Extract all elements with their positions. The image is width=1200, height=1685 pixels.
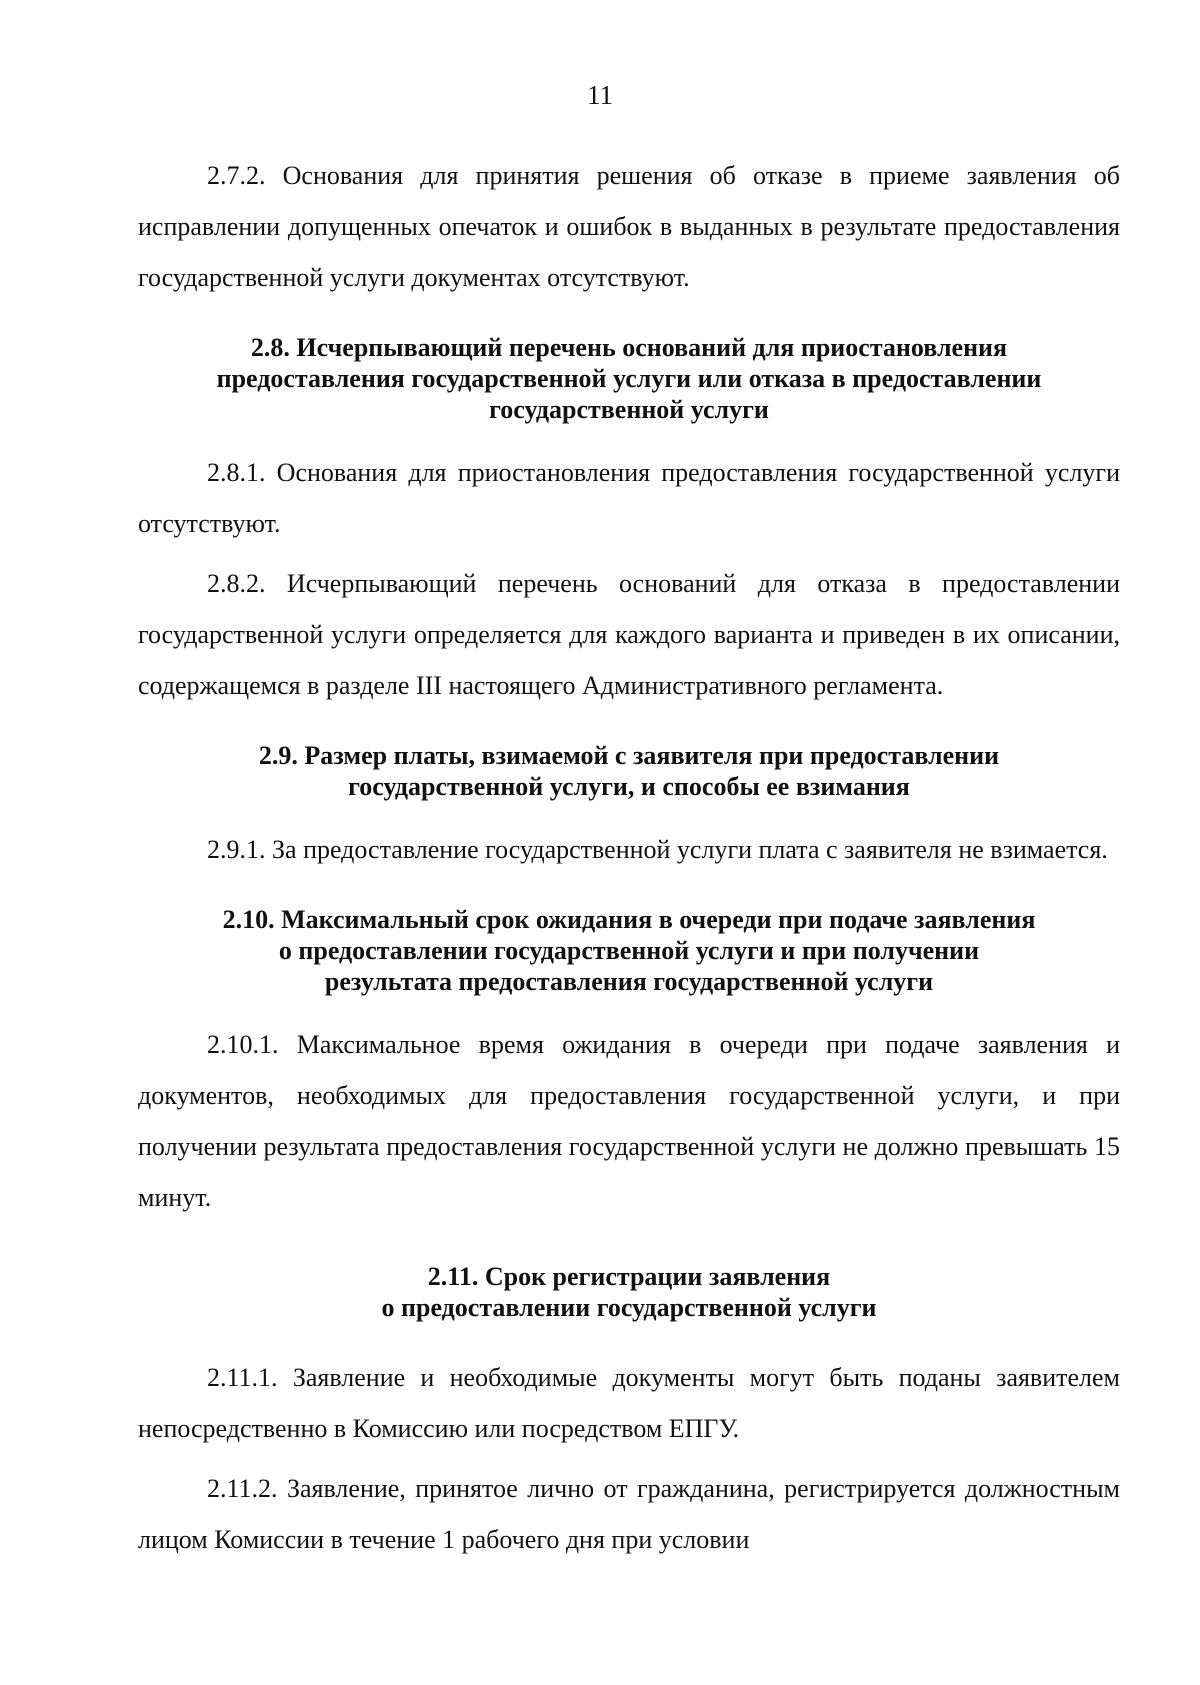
paragraph-2-11-2: 2.11.2. Заявление, принятое лично от гражданина, регистрируется должностным лицом Комиссии в течение 1 рабочего дня при условии [138,1474,1120,1554]
paragraph-2-10-1: 2.10.1. Максимальное время ожидания в очереди при подаче заявления и документов, необходимых для предоставления государственной услуги, и при получении результата предоставления государственной услуги не должно превышать 15 минут. [138,1030,1120,1212]
heading-line: государственной услуги [489,395,769,424]
heading-line: 2.9. Размер платы, взимаемой с заявителя при предоставлении [258,741,1000,770]
heading-line: 2.8. Исчерпывающий перечень оснований для приостановления [250,333,1008,362]
heading-line: 2.10. Максимальный срок ожидания в очереди при подаче заявления [222,905,1036,934]
heading-2-9 [138,740,1120,802]
heading-line: о предоставлении государственной услуги [381,1293,877,1322]
page-number: 11 [587,80,613,110]
heading-line: государственной услуги, и способы ее взимания [348,772,910,801]
paragraph-2-9-1: 2.9.1. За предоставление государственной услуги плата с заявителя не взимается. [207,835,1108,864]
heading-line: предоставления государственной услуги или отказа в предоставлении [216,364,1042,393]
paragraph-2-8-2: 2.8.2. Исчерпывающий перечень оснований для отказа в предоставлении государственной услуги определяется для каждого варианта и приведен в их описании, содержащемся в разделе III настоящего Административного регламента. [138,569,1120,700]
heading-line: о предоставлении государственной услуги и при получении [278,936,980,965]
heading-line: результата предоставления государственной услуги [324,967,934,996]
heading-2-8 [138,332,1120,425]
paragraph-2-8-1: 2.8.1. Основания для приостановления предоставления государственной услуги отсутствуют. [138,458,1120,538]
heading-2-10 [138,904,1120,997]
document-body [138,150,1120,1565]
paragraph-2-11-1: 2.11.1. Заявление и необходимые документы могут быть поданы заявителем непосредственно в Комиссию или посредством ЕПГУ. [138,1363,1120,1443]
heading-2-11 [138,1261,1120,1323]
heading-line: 2.11. Срок регистрации заявления [427,1262,831,1291]
paragraph-2-7-2: 2.7.2. Основания для принятия решения об отказе в приеме заявления об исправлении допущенных опечаток и ошибок в выданных в результате предоставления государственной услуги документах отсутствуют. [138,161,1120,292]
